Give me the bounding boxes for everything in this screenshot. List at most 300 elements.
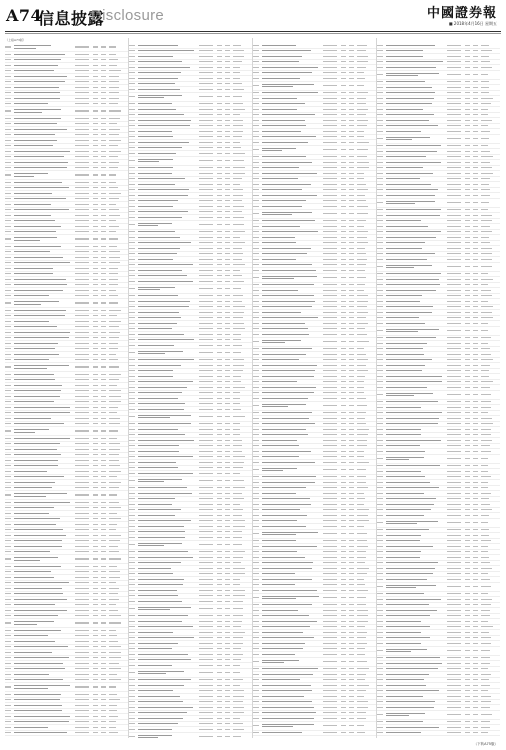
- table-cell: [109, 443, 123, 444]
- text-placeholder: [253, 482, 259, 483]
- text-placeholder: [101, 635, 106, 636]
- text-placeholder: [138, 217, 182, 218]
- text-placeholder: [93, 103, 98, 104]
- table-cell: [341, 142, 349, 143]
- table-cell: [217, 189, 225, 190]
- table-cell: [262, 493, 323, 494]
- text-placeholder: [357, 381, 364, 382]
- text-placeholder: [217, 537, 222, 538]
- text-placeholder: [349, 231, 354, 232]
- table-cell: [262, 568, 323, 569]
- table-cell: [109, 92, 123, 93]
- table-cell: [93, 716, 101, 717]
- table-cell: [101, 257, 109, 258]
- table-cell: [253, 445, 262, 446]
- text-placeholder: [5, 551, 11, 552]
- text-placeholder: [262, 212, 312, 213]
- text-placeholder: [323, 142, 337, 143]
- text-placeholder: [349, 306, 354, 307]
- table-cell: [233, 306, 247, 307]
- table-cell: [217, 493, 225, 494]
- table-cell: [225, 480, 233, 481]
- table-cell: [225, 301, 233, 302]
- table-cell: [341, 573, 349, 574]
- text-placeholder: [217, 568, 222, 569]
- table-cell: [101, 610, 109, 611]
- table-cell: [93, 727, 101, 728]
- page-code: A74: [6, 6, 43, 25]
- table-cell: [341, 354, 349, 355]
- text-placeholder: [129, 295, 135, 296]
- table-cell: [138, 434, 199, 435]
- text-placeholder: [357, 445, 367, 446]
- table-cell: [323, 533, 341, 534]
- table-cell: [75, 366, 93, 367]
- table-cell: [341, 621, 349, 622]
- text-placeholder: [323, 469, 337, 470]
- text-placeholder: [199, 723, 213, 724]
- text-placeholder: [323, 131, 337, 132]
- table-cell: [101, 204, 109, 205]
- table-cell: [199, 72, 217, 73]
- text-placeholder: [109, 156, 118, 157]
- text-placeholder: [349, 533, 354, 534]
- text-placeholder: [75, 599, 89, 600]
- table-cell: [323, 213, 341, 214]
- text-placeholder: [225, 637, 230, 638]
- table-cell: [14, 401, 75, 402]
- table-cell: [341, 103, 349, 104]
- text-placeholder: [349, 546, 354, 547]
- table-cell: [101, 268, 109, 269]
- text-placeholder: [253, 661, 259, 662]
- table-cell: [5, 326, 14, 327]
- text-placeholder: [341, 405, 346, 406]
- table-cell: [349, 429, 357, 430]
- table-cell: [138, 665, 199, 666]
- table-cell: [138, 125, 199, 126]
- text-placeholder: [14, 438, 70, 439]
- text-placeholder: [357, 451, 364, 452]
- text-placeholder: [217, 136, 222, 137]
- table-cell: [129, 381, 138, 382]
- text-placeholder: [349, 626, 354, 627]
- text-placeholder: [341, 61, 346, 62]
- table-cell: [357, 354, 371, 355]
- text-placeholder: [109, 686, 116, 687]
- table-cell: [109, 215, 123, 216]
- table-cell: [93, 599, 101, 600]
- text-placeholder: [217, 573, 222, 574]
- text-placeholder: [357, 533, 367, 534]
- table-cell: [129, 584, 138, 585]
- text-placeholder: [253, 551, 259, 552]
- table-cell: [349, 248, 357, 249]
- text-placeholder: [93, 460, 98, 461]
- text-placeholder: [5, 524, 11, 525]
- table-cell: [129, 637, 138, 638]
- text-placeholder: [199, 83, 213, 84]
- table-cell: [129, 67, 138, 68]
- table-row: [5, 491, 128, 500]
- text-placeholder: [138, 381, 193, 382]
- table-cell: [129, 608, 138, 609]
- table-cell: [225, 632, 233, 633]
- table-cell: [101, 273, 109, 274]
- text-placeholder: [5, 641, 11, 642]
- table-cell: [357, 72, 371, 73]
- text-placeholder: [75, 359, 89, 360]
- table-cell: [253, 509, 262, 510]
- table-cell: [93, 657, 101, 658]
- text-placeholder: [14, 668, 65, 669]
- text-placeholder: [93, 582, 98, 583]
- table-cell: [217, 601, 225, 602]
- table-cell: [253, 142, 262, 143]
- text-placeholder: [109, 118, 120, 119]
- text-placeholder: [217, 142, 222, 143]
- text-placeholder: [323, 277, 337, 278]
- text-placeholder: [217, 557, 222, 558]
- table-cell: [138, 248, 199, 249]
- text-placeholder: [109, 198, 119, 199]
- text-placeholder: [341, 92, 346, 93]
- table-cell: [129, 365, 138, 366]
- text-placeholder: [341, 301, 346, 302]
- text-placeholder: [233, 200, 242, 201]
- table-cell: [138, 595, 199, 596]
- table-cell: [93, 622, 101, 623]
- text-placeholder: [93, 379, 98, 380]
- text-placeholder: [75, 571, 89, 572]
- text-placeholder: [199, 537, 213, 538]
- table-cell: [349, 597, 357, 598]
- text-placeholder: [75, 59, 89, 60]
- text-placeholder: [109, 679, 121, 680]
- table-cell: [138, 345, 199, 346]
- table-cell: [138, 615, 199, 616]
- table-cell: [129, 643, 138, 644]
- text-placeholder: [138, 287, 175, 288]
- text-placeholder: [138, 142, 189, 143]
- text-placeholder: [225, 493, 230, 494]
- text-placeholder: [357, 226, 364, 227]
- text-placeholder: [357, 61, 368, 62]
- table-cell: [323, 487, 341, 488]
- table-cell: [262, 660, 323, 664]
- table-cell: [349, 259, 357, 260]
- table-cell: [101, 430, 109, 431]
- table-cell: [129, 679, 138, 680]
- text-placeholder: [217, 440, 222, 441]
- table-cell: [323, 109, 341, 110]
- table-cell: [138, 718, 199, 719]
- table-cell: [233, 632, 247, 633]
- table-cell: [225, 224, 233, 225]
- table-cell: [199, 328, 217, 329]
- text-placeholder: [341, 520, 346, 521]
- table-cell: [138, 456, 199, 457]
- table-cell: [341, 370, 349, 371]
- text-placeholder: [138, 679, 191, 680]
- text-placeholder: [75, 471, 89, 472]
- text-placeholder: [323, 348, 337, 349]
- text-placeholder: [101, 652, 106, 653]
- text-placeholder: [93, 518, 98, 519]
- text-placeholder: [129, 551, 135, 552]
- text-placeholder: [349, 376, 354, 377]
- text-placeholder: [14, 593, 63, 594]
- table-cell: [217, 729, 225, 730]
- table-cell: [233, 78, 247, 79]
- table-cell: [129, 45, 138, 46]
- table-cell: [129, 376, 138, 377]
- table-cell: [5, 630, 14, 631]
- table-cell: [138, 601, 199, 602]
- table-cell: [341, 579, 349, 580]
- table-cell: [199, 573, 217, 574]
- text-placeholder: [233, 736, 241, 737]
- table-cell: [233, 590, 247, 591]
- table-cell: [129, 56, 138, 57]
- text-placeholder: [341, 312, 346, 313]
- table-cell: [357, 654, 371, 655]
- table-cell: [93, 226, 101, 227]
- text-placeholder: [225, 487, 230, 488]
- text-placeholder: [109, 518, 121, 519]
- table-cell: [262, 562, 323, 563]
- text-placeholder: [253, 195, 259, 196]
- text-placeholder: [14, 109, 61, 110]
- text-placeholder: [14, 663, 63, 664]
- text-placeholder: [199, 178, 213, 179]
- table-cell: [75, 438, 93, 439]
- table-cell: [233, 451, 247, 452]
- text-placeholder: [323, 213, 337, 214]
- table-cell: [93, 546, 101, 547]
- text-placeholder: [75, 610, 89, 611]
- text-placeholder: [217, 398, 222, 399]
- text-placeholder: [101, 423, 106, 424]
- table-cell: [341, 277, 349, 278]
- table-cell: [199, 462, 217, 463]
- text-placeholder: [253, 597, 259, 598]
- text-placeholder: [253, 67, 259, 68]
- text-placeholder: [262, 156, 306, 157]
- text-placeholder: [323, 515, 337, 516]
- table-cell: [323, 253, 341, 254]
- text-placeholder: [233, 270, 240, 271]
- text-placeholder: [109, 412, 117, 413]
- table-cell: [253, 237, 262, 238]
- text-placeholder: [253, 392, 259, 393]
- table-cell: [217, 206, 225, 207]
- table-cell: [233, 67, 247, 68]
- table-cell: [225, 440, 233, 441]
- table-cell: [217, 701, 225, 702]
- text-placeholder: [217, 480, 222, 481]
- table-cell: [75, 571, 93, 572]
- table-cell: [93, 465, 101, 466]
- table-row: [253, 210, 376, 219]
- table-cell: [199, 259, 217, 260]
- text-placeholder: [262, 423, 315, 424]
- table-cell: [109, 87, 123, 88]
- text-placeholder: [138, 398, 178, 399]
- table-cell: [101, 663, 109, 664]
- table-cell: [217, 544, 225, 545]
- text-placeholder: [199, 608, 213, 609]
- table-cell: [199, 723, 217, 724]
- text-placeholder: [199, 562, 213, 563]
- table-cell: [341, 451, 349, 452]
- table-cell: [109, 231, 123, 232]
- text-placeholder: [5, 622, 11, 623]
- table-cell: [109, 359, 123, 360]
- table-cell: [349, 301, 357, 302]
- table-cell: [75, 407, 93, 408]
- text-placeholder: [217, 131, 222, 132]
- table-cell: [101, 710, 109, 711]
- text-placeholder: [217, 275, 222, 276]
- text-placeholder: [262, 248, 311, 249]
- text-placeholder: [101, 694, 106, 695]
- table-cell: [129, 544, 138, 545]
- text-placeholder: [323, 520, 337, 521]
- table-cell: [101, 449, 109, 450]
- table-cell: [14, 727, 75, 728]
- text-placeholder: [217, 237, 222, 238]
- text-placeholder: [129, 557, 135, 558]
- table-cell: [349, 462, 357, 463]
- table-cell: [129, 323, 138, 324]
- text-placeholder: [262, 562, 313, 563]
- text-placeholder: [101, 251, 106, 252]
- text-placeholder: [129, 114, 135, 115]
- table-cell: [233, 237, 247, 238]
- text-placeholder: [217, 487, 222, 488]
- text-placeholder: [199, 253, 213, 254]
- table-cell: [93, 290, 101, 291]
- text-placeholder: [323, 621, 337, 622]
- text-placeholder: [253, 136, 259, 137]
- table-cell: [217, 103, 225, 104]
- table-cell: [101, 732, 109, 733]
- text-placeholder: [341, 434, 346, 435]
- table-cell: [253, 584, 262, 585]
- table-cell: [349, 120, 357, 121]
- text-placeholder: [349, 103, 354, 104]
- table-cell: [109, 81, 123, 82]
- text-placeholder: [138, 173, 172, 174]
- table-cell: [75, 140, 93, 141]
- table-cell: [14, 390, 75, 391]
- text-placeholder: [109, 187, 118, 188]
- table-cell: [225, 370, 233, 371]
- table-cell: [341, 679, 349, 680]
- table-cell: [262, 557, 323, 558]
- table-cell: [262, 259, 323, 260]
- table-cell: [101, 546, 109, 547]
- table-cell: [93, 449, 101, 450]
- text-placeholder: [357, 184, 366, 185]
- table-cell: [349, 162, 357, 163]
- table-cell: [75, 268, 93, 269]
- text-placeholder: [109, 81, 119, 82]
- text-placeholder: [323, 125, 337, 126]
- text-placeholder: [101, 705, 106, 706]
- text-placeholder: [233, 515, 242, 516]
- text-placeholder: [341, 387, 346, 388]
- table-cell: [138, 712, 199, 713]
- text-placeholder: [5, 332, 11, 333]
- text-placeholder: [262, 290, 298, 291]
- text-placeholder: [323, 568, 337, 569]
- table-cell: [14, 359, 75, 360]
- text-placeholder: [323, 573, 337, 574]
- table-cell: [341, 405, 349, 406]
- text-placeholder: [341, 376, 346, 377]
- text-placeholder: [262, 462, 315, 463]
- text-placeholder: [253, 248, 259, 249]
- table-cell: [217, 403, 225, 404]
- text-placeholder: [253, 621, 259, 622]
- table-cell: [323, 615, 341, 616]
- table-cell: [262, 237, 323, 238]
- text-placeholder: [341, 654, 346, 655]
- table-cell: [138, 701, 199, 702]
- table-cell: [262, 184, 323, 185]
- table-cell: [217, 451, 225, 452]
- table-cell: [93, 231, 101, 232]
- text-placeholder: [225, 544, 230, 545]
- text-placeholder: [101, 302, 106, 303]
- table-cell: [93, 129, 101, 130]
- text-placeholder: [357, 237, 367, 238]
- table-cell: [199, 621, 217, 622]
- table-cell: [253, 301, 262, 302]
- text-placeholder: [262, 679, 300, 680]
- text-placeholder: [138, 125, 190, 126]
- text-placeholder: [5, 167, 11, 168]
- table-cell: [138, 685, 199, 686]
- table-cell: [93, 374, 101, 375]
- text-placeholder: [101, 257, 106, 258]
- text-placeholder: [101, 630, 106, 631]
- text-placeholder: [357, 120, 368, 121]
- text-placeholder: [129, 701, 135, 702]
- text-placeholder: [357, 253, 366, 254]
- table-cell: [341, 359, 349, 360]
- text-placeholder: [349, 451, 354, 452]
- text-placeholder: [217, 264, 222, 265]
- table-cell: [109, 343, 123, 344]
- text-placeholder: [5, 76, 11, 77]
- table-cell: [75, 577, 93, 578]
- table-cell: [138, 451, 199, 452]
- text-placeholder: [349, 469, 354, 470]
- text-placeholder: [341, 334, 346, 335]
- text-placeholder: [109, 721, 116, 722]
- text-placeholder: [14, 674, 49, 675]
- table-cell: [217, 398, 225, 399]
- table-cell: [349, 398, 357, 399]
- text-placeholder: [109, 668, 121, 669]
- text-placeholder: [101, 129, 106, 130]
- table-cell: [109, 494, 123, 495]
- table-cell: [233, 109, 247, 110]
- table-cell: [138, 696, 199, 697]
